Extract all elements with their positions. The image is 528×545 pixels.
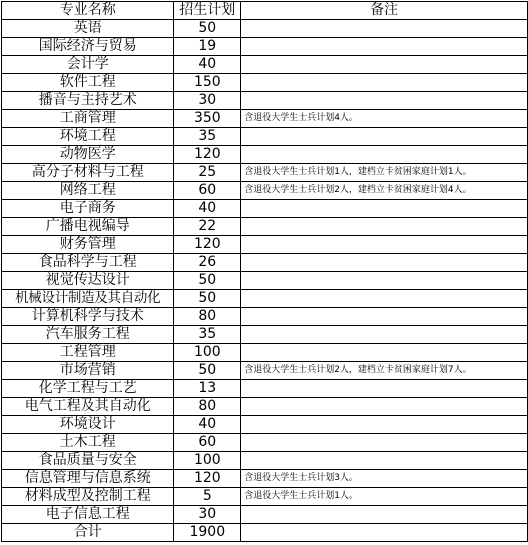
remarks-cell	[241, 128, 528, 146]
remarks-cell	[241, 272, 528, 290]
major-name-cell: 化学工程与工艺	[2, 380, 174, 398]
major-name-cell: 英语	[2, 20, 174, 38]
remarks-cell	[241, 290, 528, 308]
remarks-cell	[241, 416, 528, 434]
major-name-cell: 广播电视编导	[2, 218, 174, 236]
table-row	[2, 254, 528, 272]
remarks-cell	[241, 434, 528, 452]
enrollment-plan-table	[1, 1, 528, 542]
enrollment-plan-cell: 25	[174, 164, 241, 182]
table-row	[2, 434, 528, 452]
remarks-cell	[241, 56, 528, 74]
major-name-cell: 机械设计制造及其自动化	[2, 290, 174, 308]
table-row	[2, 38, 528, 56]
table-row	[2, 272, 528, 290]
remarks-cell	[241, 344, 528, 362]
table-row	[2, 218, 528, 236]
enrollment-plan-cell: 50	[174, 290, 241, 308]
table-row	[2, 200, 528, 218]
enrollment-plan-cell: 40	[174, 416, 241, 434]
table-row	[2, 110, 528, 128]
remarks-cell: 含退役大学生士兵计划1人，建档立卡贫困家庭计划1人。	[241, 164, 528, 182]
enrollment-plan-cell: 13	[174, 380, 241, 398]
enrollment-plan-cell: 100	[174, 344, 241, 362]
major-name-cell: 工程管理	[2, 344, 174, 362]
enrollment-plan-cell: 150	[174, 74, 241, 92]
enrollment-plan-cell: 40	[174, 56, 241, 74]
enrollment-plan-cell: 1900	[174, 524, 241, 542]
remarks-cell: 含退役大学生士兵计划1人。	[241, 488, 528, 506]
table-row	[2, 146, 528, 164]
major-name-cell: 食品科学与工程	[2, 254, 174, 272]
remarks-cell	[241, 308, 528, 326]
major-name-cell: 财务管理	[2, 236, 174, 254]
table-row	[2, 524, 528, 542]
table-row	[2, 308, 528, 326]
major-name-cell: 信息管理与信息系统	[2, 470, 174, 488]
table-row	[2, 56, 528, 74]
remarks-cell	[241, 236, 528, 254]
major-name-cell: 电子信息工程	[2, 506, 174, 524]
enrollment-plan-cell: 120	[174, 236, 241, 254]
enrollment-plan-cell: 35	[174, 128, 241, 146]
header-remarks: 备注	[241, 2, 528, 20]
table-row	[2, 20, 528, 38]
major-name-cell: 视觉传达设计	[2, 272, 174, 290]
major-name-cell: 合计	[2, 524, 174, 542]
enrollment-plan-cell: 19	[174, 38, 241, 56]
remarks-cell	[241, 92, 528, 110]
major-name-cell: 计算机科学与技术	[2, 308, 174, 326]
remarks-cell	[241, 506, 528, 524]
major-name-cell: 汽车服务工程	[2, 326, 174, 344]
remarks-cell	[241, 398, 528, 416]
major-name-cell: 土木工程	[2, 434, 174, 452]
table-row	[2, 506, 528, 524]
table-body	[2, 20, 528, 542]
enrollment-plan-cell: 5	[174, 488, 241, 506]
table-row	[2, 74, 528, 92]
table-row	[2, 380, 528, 398]
enrollment-plan-cell: 80	[174, 308, 241, 326]
enrollment-plan-cell: 30	[174, 92, 241, 110]
table-row	[2, 92, 528, 110]
table-row	[2, 164, 528, 182]
enrollment-plan-cell: 60	[174, 182, 241, 200]
major-name-cell: 环境工程	[2, 128, 174, 146]
major-name-cell: 电气工程及其自动化	[2, 398, 174, 416]
remarks-cell	[241, 20, 528, 38]
major-name-cell: 高分子材料与工程	[2, 164, 174, 182]
major-name-cell: 软件工程	[2, 74, 174, 92]
remarks-cell: 含退役大学生士兵计划4人。	[241, 110, 528, 128]
major-name-cell: 环境设计	[2, 416, 174, 434]
remarks-cell	[241, 452, 528, 470]
remarks-cell	[241, 74, 528, 92]
enrollment-plan-cell: 120	[174, 146, 241, 164]
remarks-cell: 含退役大学生士兵计划3人。	[241, 470, 528, 488]
major-name-cell: 播音与主持艺术	[2, 92, 174, 110]
major-name-cell: 动物医学	[2, 146, 174, 164]
table-row	[2, 470, 528, 488]
major-name-cell: 电子商务	[2, 200, 174, 218]
header-enrollment-plan: 招生计划	[174, 2, 241, 20]
enrollment-plan-cell: 40	[174, 200, 241, 218]
enrollment-plan-cell: 100	[174, 452, 241, 470]
remarks-cell	[241, 326, 528, 344]
remarks-cell	[241, 146, 528, 164]
table-row	[2, 416, 528, 434]
major-name-cell: 材料成型及控制工程	[2, 488, 174, 506]
major-name-cell: 市场营销	[2, 362, 174, 380]
table-row	[2, 362, 528, 380]
major-name-cell: 国际经济与贸易	[2, 38, 174, 56]
enrollment-plan-cell: 26	[174, 254, 241, 272]
table-row	[2, 344, 528, 362]
remarks-cell	[241, 38, 528, 56]
enrollment-plan-cell: 50	[174, 362, 241, 380]
remarks-cell	[241, 254, 528, 272]
major-name-cell: 工商管理	[2, 110, 174, 128]
header-major-name: 专业名称	[2, 2, 174, 20]
remarks-cell	[241, 218, 528, 236]
remarks-cell	[241, 524, 528, 542]
table-row	[2, 488, 528, 506]
enrollment-plan-cell: 22	[174, 218, 241, 236]
remarks-cell	[241, 380, 528, 398]
header-row	[2, 2, 528, 20]
remarks-cell: 含退役大学生士兵计划2人，建档立卡贫困家庭计划4人。	[241, 182, 528, 200]
enrollment-plan-cell: 60	[174, 434, 241, 452]
major-name-cell: 食品质量与安全	[2, 452, 174, 470]
table-row	[2, 182, 528, 200]
enrollment-plan-cell: 30	[174, 506, 241, 524]
enrollment-plan-cell: 50	[174, 272, 241, 290]
remarks-cell	[241, 200, 528, 218]
table-row	[2, 398, 528, 416]
table-row	[2, 128, 528, 146]
enrollment-plan-cell: 120	[174, 470, 241, 488]
table-row	[2, 236, 528, 254]
enrollment-plan-cell: 80	[174, 398, 241, 416]
enrollment-plan-cell: 50	[174, 20, 241, 38]
table-row	[2, 452, 528, 470]
table-row	[2, 326, 528, 344]
remarks-cell: 含退役大学生士兵计划2人，建档立卡贫困家庭计划7人。	[241, 362, 528, 380]
major-name-cell: 网络工程	[2, 182, 174, 200]
enrollment-plan-cell: 35	[174, 326, 241, 344]
enrollment-plan-cell: 350	[174, 110, 241, 128]
table-row	[2, 290, 528, 308]
major-name-cell: 会计学	[2, 56, 174, 74]
